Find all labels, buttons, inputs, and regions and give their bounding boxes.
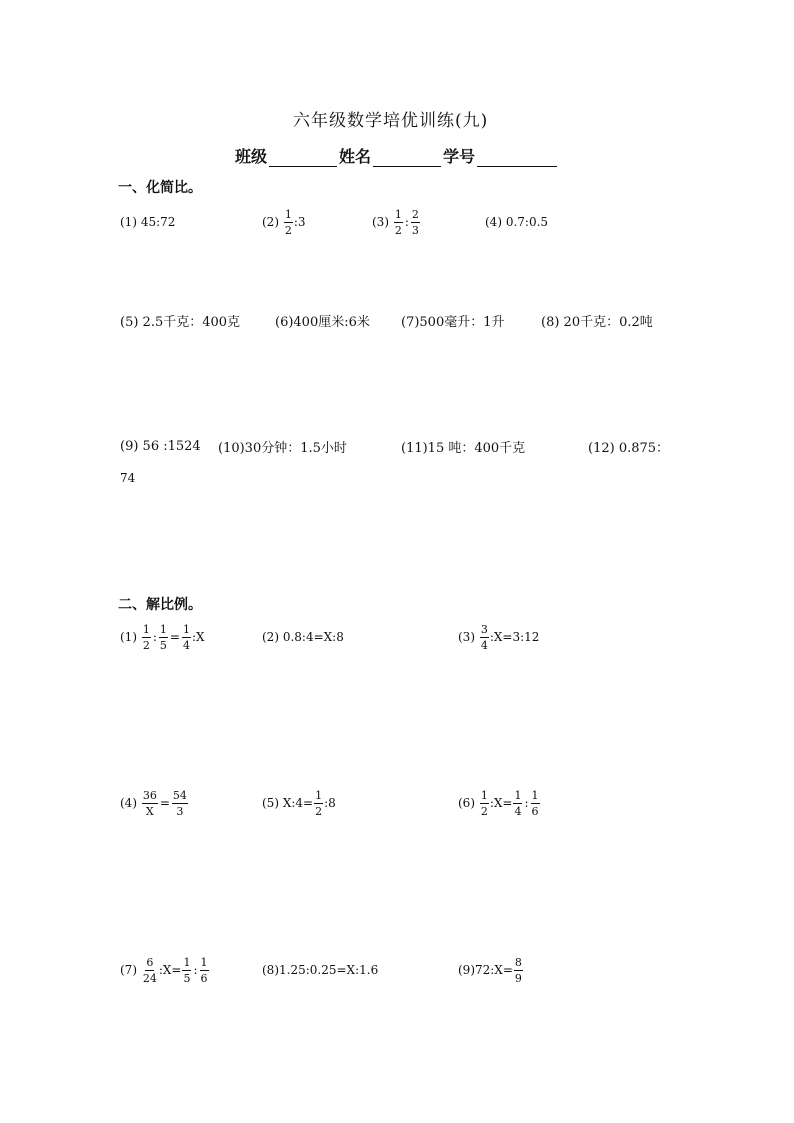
s1-q3-label: (3) [372, 215, 389, 229]
s1-q1: (1) 45:72 [120, 215, 176, 229]
s2-q7-fraction-a: $\frac{6}{24}$ [142, 955, 157, 985]
s2-q5-rest: :8 [324, 796, 336, 810]
student-info-line [235, 144, 559, 167]
page-title: 六年级数学培优训练(九) [293, 111, 489, 131]
s2-q9 [458, 952, 524, 988]
s2-q2: (2) 0.8:4=X:8 [262, 630, 344, 644]
s2-q4 [120, 785, 189, 821]
s2-q6-fraction-c: $\frac{1}{6}$ [531, 788, 539, 818]
s1-q11: (11)15 吨：400千克 [401, 440, 526, 456]
s2-q9-label: (9)72:X= [458, 963, 513, 977]
s2-q7-fraction-b: $\frac{1}{5}$ [183, 955, 191, 985]
s1-q3-fraction-a: $\frac{1}{2}$ [394, 207, 402, 237]
s2-q6 [458, 785, 541, 821]
s2-q4-fraction-a: $\frac{36}{X}$ [142, 788, 157, 818]
s2-q1-equals: = [169, 630, 180, 644]
s2-q8: (8)1.25:0.25=X:1.6 [262, 963, 379, 977]
name-blank[interactable] [373, 150, 441, 167]
s1-q3-sep: : [404, 215, 409, 229]
s1-q12: (12) 0.875： [588, 440, 670, 456]
s2-q6-fraction-a: $\frac{1}{2}$ [480, 788, 488, 818]
s1-q3-fraction-b: $\frac{2}{3}$ [411, 207, 419, 237]
s2-q4-equals: = [159, 796, 170, 810]
s2-q1-fraction-a: $\frac{1}{2}$ [142, 622, 150, 652]
class-label: 班级 [235, 147, 268, 166]
s1-q2-fraction: $\frac{1}{2}$ [284, 207, 292, 237]
s2-q6-sep: : [524, 796, 529, 810]
s1-q6: (6)400厘米:6米 [275, 314, 370, 330]
s2-q1-sep: : [152, 630, 157, 644]
s1-q4: (4) 0.7:0.5 [485, 215, 549, 229]
class-blank[interactable] [269, 150, 337, 167]
s2-q1-rest: :X [191, 630, 205, 644]
s2-q6-fraction-b: $\frac{1}{4}$ [514, 788, 522, 818]
s2-q7-label: (7) [120, 963, 137, 977]
name-label: 姓名 [339, 147, 372, 166]
s1-q12-continued: 74 [120, 471, 136, 485]
s1-q9: (9) 56 :1524 [120, 438, 201, 454]
s2-q5 [262, 785, 336, 821]
s2-q7-mid: :X= [158, 963, 182, 977]
s1-q2-label: (2) [262, 215, 279, 229]
number-label: 学号 [443, 147, 476, 166]
s1-q8: (8) 20千克：0.2吨 [541, 314, 653, 330]
s2-q3 [458, 619, 539, 655]
s2-q1 [120, 619, 205, 655]
s2-q4-label: (4) [120, 796, 137, 810]
s2-q7-fraction-c: $\frac{1}{6}$ [200, 955, 208, 985]
s2-q3-rest: :X=3:12 [489, 630, 540, 644]
s2-q1-label: (1) [120, 630, 137, 644]
s2-q5-label: (5) X:4= [262, 796, 314, 810]
section2-heading: 二、解比例。 [118, 597, 202, 613]
s1-q5: (5) 2.5千克：400克 [120, 314, 241, 330]
s1-q3 [372, 204, 421, 240]
s2-q5-fraction: $\frac{1}{2}$ [315, 788, 323, 818]
s2-q3-fraction: $\frac{3}{4}$ [480, 622, 488, 652]
s2-q9-fraction: $\frac{8}{9}$ [514, 955, 522, 985]
s2-q7-sep: : [193, 963, 198, 977]
s2-q1-fraction-b: $\frac{1}{5}$ [159, 622, 167, 652]
s2-q4-fraction-b: $\frac{54}{3}$ [172, 788, 187, 818]
number-blank[interactable] [477, 150, 557, 167]
s1-q2-rest: :3 [293, 215, 306, 229]
s1-q2 [262, 204, 306, 240]
section1-heading: 一、化简比。 [118, 180, 202, 196]
s2-q6-mid: :X= [489, 796, 513, 810]
s2-q1-fraction-c: $\frac{1}{4}$ [182, 622, 190, 652]
s1-q10: (10)30分钟：1.5小时 [218, 440, 347, 456]
s2-q6-label: (6) [458, 796, 475, 810]
s2-q7 [120, 952, 210, 988]
s1-q7: (7)500毫升：1升 [401, 314, 505, 330]
s2-q3-label: (3) [458, 630, 475, 644]
